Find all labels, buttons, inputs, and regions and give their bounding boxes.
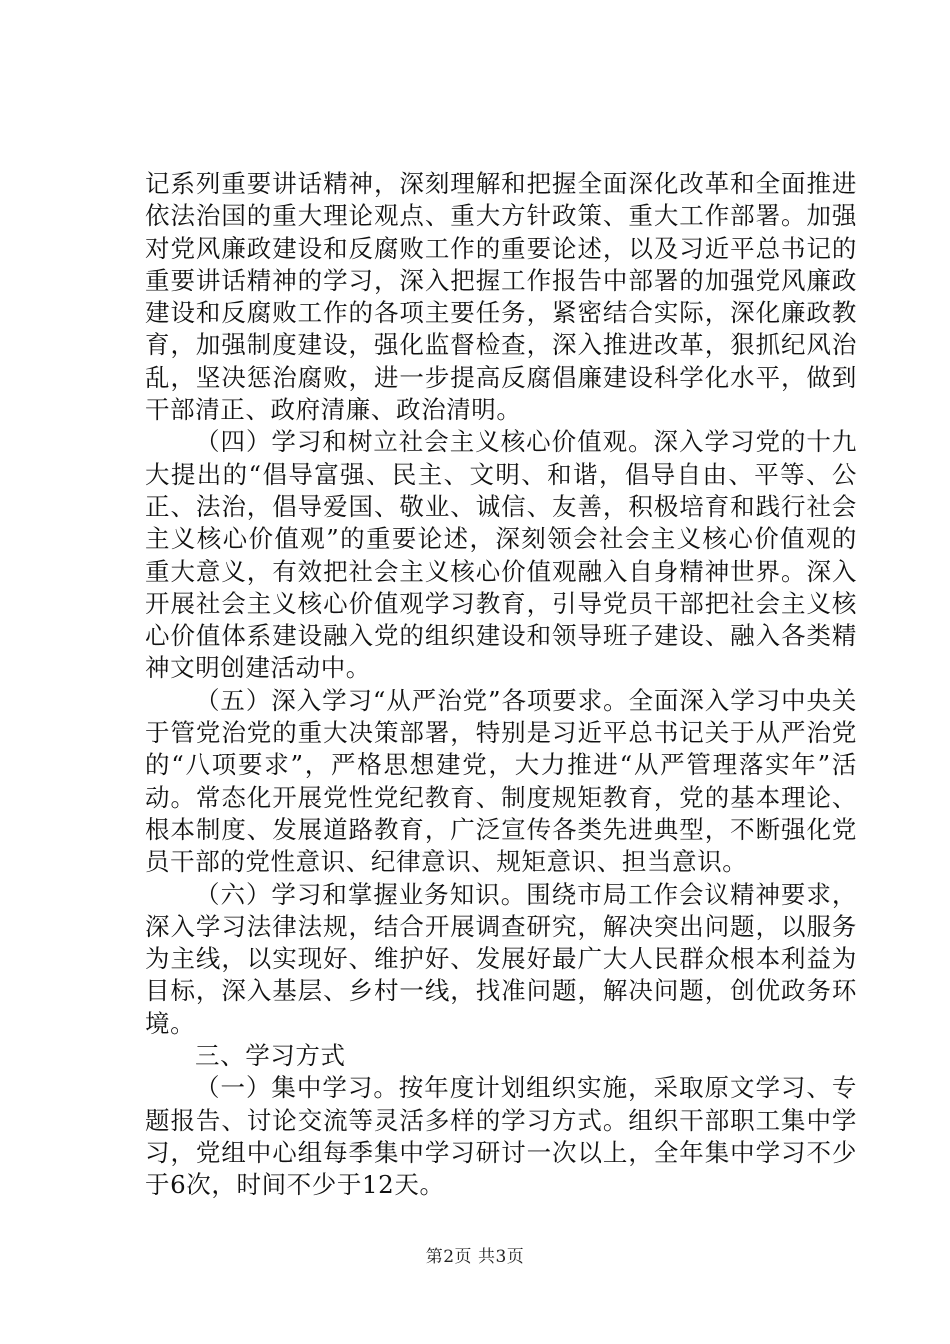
paragraph: （六）学习和掌握业务知识。围绕市局工作会议精神要求，深入学习法律法规，结合开展调查研究，解决突出问题，以服务为主线，以实现好、维护好、发展好最广大人民群众根本利益为目标，深入基层、乡村一线，找准问题，解决问题，创优政务环境。 xyxy=(145,879,857,1038)
document-body xyxy=(145,168,857,1202)
page-number: 第2页 共3页 xyxy=(425,1247,525,1267)
section-heading: 三、学习方式 xyxy=(195,1041,346,1071)
paragraph: （一）集中学习。按年度计划组织实施，采取原文学习、专题报告、讨论交流等灵活多样的学习方式。组织干部职工集中学习，党组中心组每季集中学习研讨一次以上，全年集中学习不少于6次，时间不少于12天。 xyxy=(145,1073,857,1200)
paragraph: （五）深入学习“从严治党”各项要求。全面深入学习中央关于管党治党的重大决策部署，特别是习近平总书记关于从严治党的“八项要求”，严格思想建党，大力推进“从严管理落实年”活动。常态化开展党性党纪教育、制度规矩教育，党的基本理论、根本制度、发展道路教育，广泛宣传各类先进典型，不断强化党员干部的党性意识、纪律意识、规矩意识、担当意识。 xyxy=(145,685,857,877)
paragraph: 记系列重要讲话精神，深刻理解和把握全面深化改革和全面推进依法治国的重大理论观点、重大方针政策、重大工作部署。加强对党风廉政建设和反腐败工作的重要论述，以及习近平总书记的重要讲话精神的学习，深入把握工作报告中部署的加强党风廉政建设和反腐败工作的各项主要任务，紧密结合实际，深化廉政教育，加强制度建设，强化监督检查，深入推进改革，狠抓纪风治乱，坚决惩治腐败，进一步提高反腐倡廉建设科学化水平，做到干部清正、政府清廉、政治清明。 xyxy=(145,169,857,425)
paragraph: （四）学习和树立社会主义核心价值观。深入学习党的十九大提出的“倡导富强、民主、文明、和谐，倡导自由、平等、公正、法治，倡导爱国、敬业、诚信、友善，积极培育和践行社会主义核心价值观”的重要论述，深刻领会社会主义核心价值观的重大意义，有效把社会主义核心价值观融入自身精神世界。深入开展社会主义核心价值观学习教育，引导党员干部把社会主义核心价值体系建设融入党的组织建设和领导班子建设、融入各类精神文明创建活动中。 xyxy=(145,427,857,683)
